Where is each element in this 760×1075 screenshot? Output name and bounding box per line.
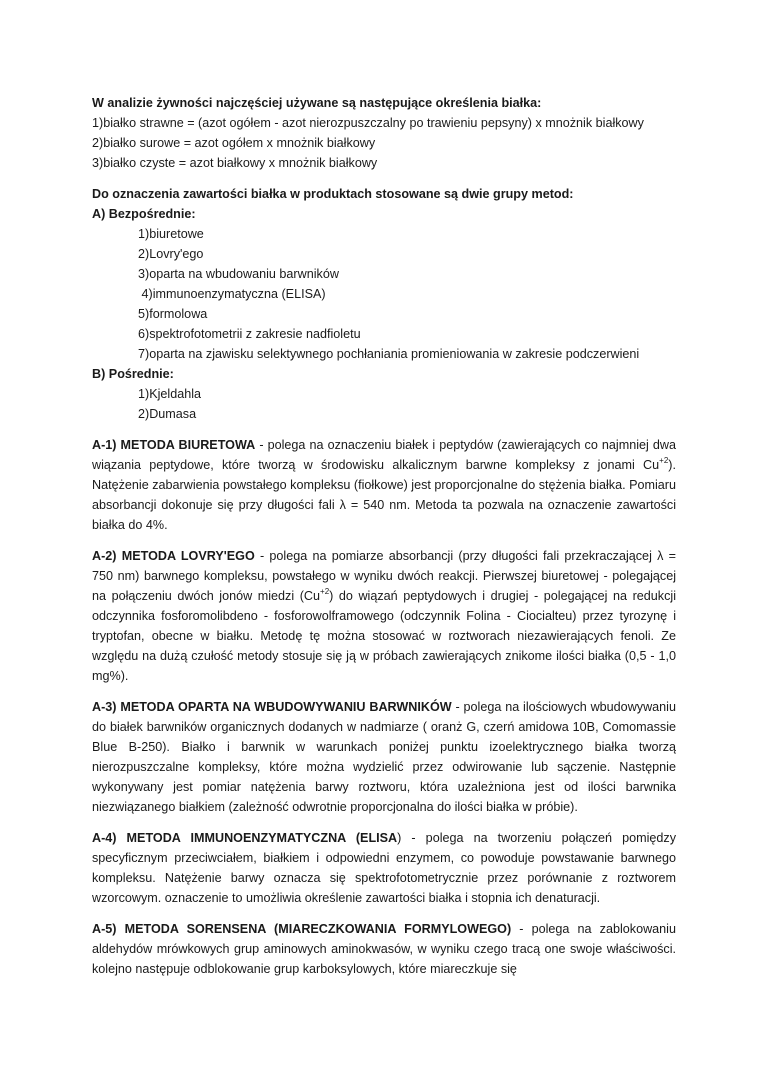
section-text: - polega na tworzeniu połączeń pomiędzy specyficznym przeciwciałem, białkiem i odpowiedni enzymem, co powoduje powstawanie barwnego kompleksu. Natężenie barwy oznacza się spektrofotometrycznie przez porównanie z roztworem wzorcowym. oznaczenie to umożliwia określenie zawartości białka i stopnia ich denaturacji. — [92, 831, 676, 905]
spacer — [92, 424, 676, 435]
intro-item: 1)białko strawne = (azot ogółem - azot nierozpuszczalny po trawieniu pepsyny) x mnożnik białkowy — [92, 116, 644, 130]
group-a-item: 1)biuretowe — [138, 227, 204, 241]
section-title: A-2) METODA LOVRY'EGO — [92, 549, 255, 563]
section-text: ). Natężenie zabarwienia powstałego kompleksu (fiołkowe) jest proporcjonalne do stężenia białka. Pomiaru absorbancji dokonuje się przy długości fali λ = 540 nm. Metoda ta pozwala na oznaczenie zawartości białka do 4%. — [92, 458, 676, 532]
section-title: A-1) METODA BIURETOWA — [92, 438, 256, 452]
superscript: +2 — [659, 456, 669, 465]
group-a-item: 5)formolowa — [138, 307, 208, 321]
group-a-item: 6)spektrofotometrii z zakresie nadfioletu — [138, 327, 361, 341]
section-text: ) do wiązań peptydowych i drugiej - polegającej na redukcji odczynnika fosforomolibdeno - fosforowolframowego (odczynnik Folina - Ciocialteu) przez tyrozynę i tryptofan, obecne w białku. Metodę tę można stosować w roztworach niezawierających fenoli. Ze względu na dużą czułość metody stosuje się ją w próbach zawierających znikome ilości białka (0,5 - 1,0 mg%). — [92, 589, 676, 683]
section-elisa — [92, 828, 676, 908]
group-b-label: B) Pośrednie: — [92, 367, 174, 381]
group-a-label: A) Bezpośrednie: — [92, 207, 196, 221]
group-a-item: 3)oparta na wbudowaniu barwników — [138, 267, 339, 281]
group-a-item: 2)Lovry'ego — [138, 247, 204, 261]
group-b-item: 2)Dumasa — [138, 407, 197, 421]
group-a-item: 7)oparta na zjawisku selektywnego pochłaniania promieniowania w zakresie podczerwieni — [138, 347, 640, 361]
methods-heading: Do oznaczenia zawartości białka w produktach stosowane są dwie grupy metod: — [92, 187, 574, 201]
intro-item: 2)białko surowe = azot ogółem x mnożnik białkowy — [92, 136, 376, 150]
superscript: +2 — [320, 587, 330, 596]
section-title-tail: ) — [397, 831, 402, 845]
spacer — [92, 173, 676, 184]
section-biuret — [92, 435, 676, 535]
section-title: A-5) METODA SORENSENA (MIARECZKOWANIA FORMYLOWEGO) — [92, 922, 512, 936]
intro-item: 3)białko czyste = azot białkowy x mnożnik białkowy — [92, 156, 378, 170]
section-title: A-3) METODA OPARTA NA WBUDOWYWANIU BARWNIKÓW — [92, 700, 452, 714]
section-title: A-4) METODA IMMUNOENZYMATYCZNA (ELISA — [92, 831, 398, 845]
section-dye-binding — [92, 697, 676, 817]
document-page — [92, 93, 676, 990]
section-text: - polega na zablokowaniu aldehydów mrówkowych grup aminowych aminokwasów, w wyniku czego tracą one swoje właściwości. kolejno następuje odblokowanie grup karboksylowych, które miareczkuje się — [92, 922, 676, 976]
section-lowry — [92, 546, 676, 686]
section-text: - polega na oznaczeniu białek i peptydów (zawierających co najmniej dwa wiązania peptydowe, które tworzą w środowisku alkalicznym barwne kompleksy z jonami Cu — [92, 438, 676, 472]
intro-heading: W analizie żywności najczęściej używane są następujące określenia białka: — [92, 96, 542, 110]
section-text: - polega na pomiarze absorbancji (przy długości fali przekraczającej λ = 750 nm) barwnego kompleksu, powstałego w wyniku dwóch reakcji. Pierwszej biuretowej - polegającej na połączeniu dwóch jonów miedzi (Cu — [92, 549, 676, 603]
section-text: - polega na ilościowych wbudowywaniu do białek barwników organicznych dodanych w nadmiarze ( oranż G, czerń amidowa 10B, Comomassie Blue B-250). Białko i barwnik w warunkach poniżej punktu izoelektrycznego białka tworzą nierozpuszczalne kompleksy, które można wydzielić przez odwirowanie lub sączenie. Następnie wykonywany jest pomiar natężenia barwy roztworu, która uzależniona jest od ilości barwnika niezwiązanego białkiem (zależność odwrotnie proporcjonalna do ilości białka w próbie). — [92, 700, 676, 814]
section-sorensen — [92, 919, 676, 979]
group-a-item: 4)immunoenzymatyczna (ELISA) — [138, 287, 326, 301]
group-b-item: 1)Kjeldahla — [138, 387, 202, 401]
